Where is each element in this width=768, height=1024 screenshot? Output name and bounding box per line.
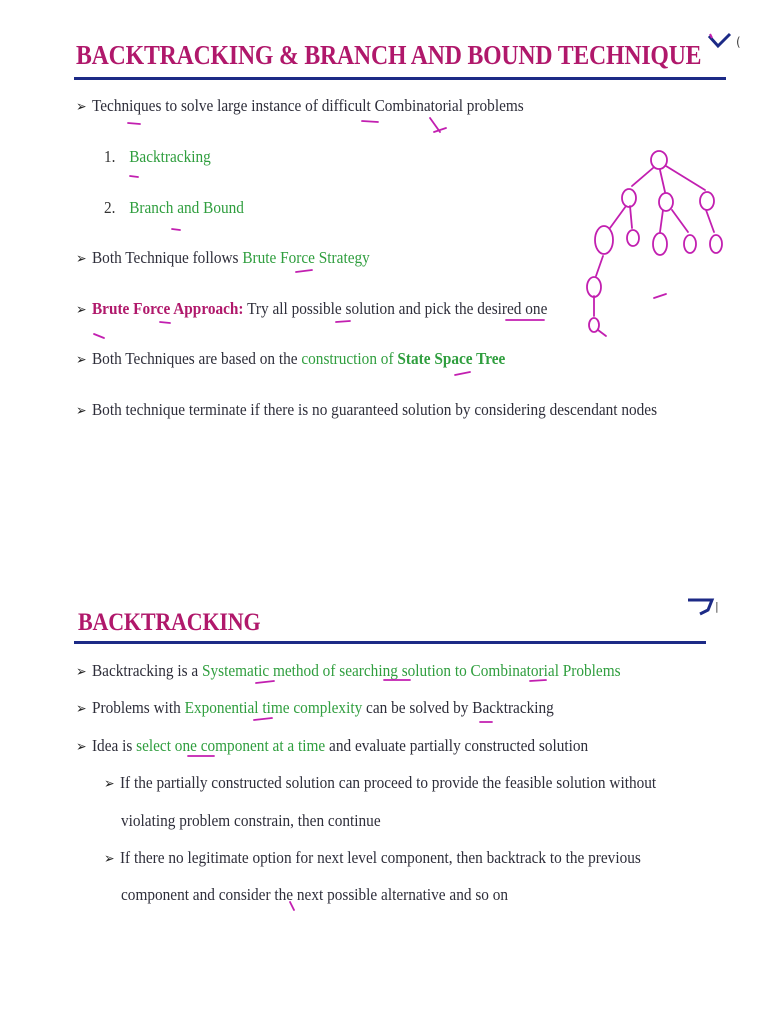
bullet-systematic-method: ➢ Backtracking is a Systematic method of searching solution to Combinatorial Problems (76, 661, 621, 680)
list-item-backtracking: 1. Backtracking (104, 147, 211, 166)
sub-bullet-backtrack: ➢ If there no legitimate option for next level component, then backtrack to the previous (104, 848, 641, 867)
title-underline (74, 77, 726, 80)
sub-bullet-proceed: ➢ If the partially constructed solution can proceed to provide the feasible solution without (104, 773, 657, 792)
bullet-brute-force-approach: ➢ Brute Force Approach: Try all possible solution and pick the desired one (76, 299, 548, 318)
svg-text:(: ( (736, 35, 741, 49)
corner-chevron-icon (686, 596, 722, 620)
corner-chevron-icon (706, 30, 746, 54)
bullet-arrow-icon: ➢ (76, 100, 87, 115)
title-underline (74, 641, 706, 644)
svg-text:|: | (715, 600, 719, 613)
bullet-exponential-complexity: ➢ Problems with Exponential time complexity can be solved by Backtracking (76, 698, 554, 717)
list-item-branch-and-bound: 2. Branch and Bound (104, 198, 244, 217)
bullet-techniques: ➢ Techniques to solve large instance of difficult Combinatorial problems (76, 96, 524, 115)
bullet-state-space-tree: ➢ Both Techniques are based on the construction of State Space Tree (76, 349, 506, 368)
slide-backtracking (0, 560, 768, 1024)
bullet-brute-force-strategy: ➢ Both Technique follows Brute Force Strategy (76, 248, 370, 267)
sub-bullet-proceed-cont: violating problem constrain, then continue (121, 811, 381, 830)
bullet-idea: ➢ Idea is select one component at a time and evaluate partially constructed solution (76, 736, 589, 755)
sub-bullet-backtrack-cont: component and consider the next possible alternative and so on (121, 885, 509, 904)
bullet-termination: ➢ Both technique terminate if there is no guaranteed solution by considering descendant nodes (76, 400, 658, 419)
slide-title: BACKTRACKING & BRANCH AND BOUND TECHNIQUE (76, 40, 702, 70)
slide-title: BACKTRACKING (78, 609, 261, 636)
